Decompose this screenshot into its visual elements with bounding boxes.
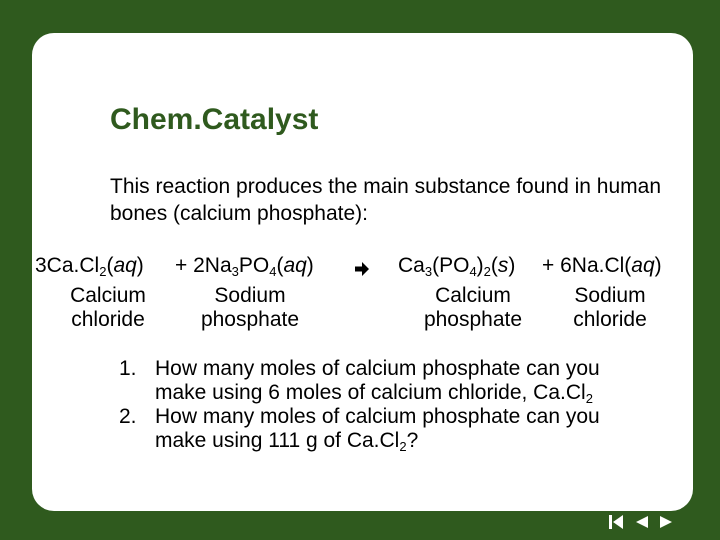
question-item: 1. How many moles of calcium phosphate can you make using 6 moles of calcium chloride, $Ca.Cl_2$ [119, 357, 600, 406]
slide-title: Chem.Catalyst [110, 103, 319, 136]
equation-reactant-2: + $2Na_3PO_4(aq)$ [175, 254, 314, 279]
question-number: 1. [119, 357, 137, 380]
question-item: 2. How many moles of calcium phosphate can you make using 111 g of $Ca.Cl_2$? [119, 405, 600, 454]
question-text: How many moles of calcium phosphate can you make using 6 moles of calcium chloride, Ca.Cl [155, 357, 600, 404]
question-list [112, 357, 652, 453]
previous-slide-icon[interactable] [634, 514, 650, 530]
reaction-arrow-icon [355, 262, 369, 276]
question-number: 2. [119, 405, 137, 428]
name-calcium-chloride: Calcium chloride [70, 284, 146, 331]
equation-reactant-1: $3Ca.Cl_2(aq)$ [35, 254, 144, 279]
first-slide-icon[interactable] [608, 514, 624, 530]
next-slide-icon[interactable] [658, 514, 674, 530]
name-sodium-phosphate: Sodium phosphate [200, 284, 300, 331]
name-calcium-phosphate: Calcium phosphate [423, 284, 523, 331]
name-sodium-chloride: Sodium chloride [573, 284, 647, 331]
intro-text: This reaction produces the main substance found in human bones (calcium phosphate): [110, 175, 661, 225]
equation-product-1: $Ca_3(PO_4)_2(s)$ [398, 254, 516, 279]
equation-product-2: + 6Na.Cl(aq) [542, 254, 662, 277]
question-text: How many moles of calcium phosphate can you make using 111 g of Ca.Cl [155, 405, 600, 452]
